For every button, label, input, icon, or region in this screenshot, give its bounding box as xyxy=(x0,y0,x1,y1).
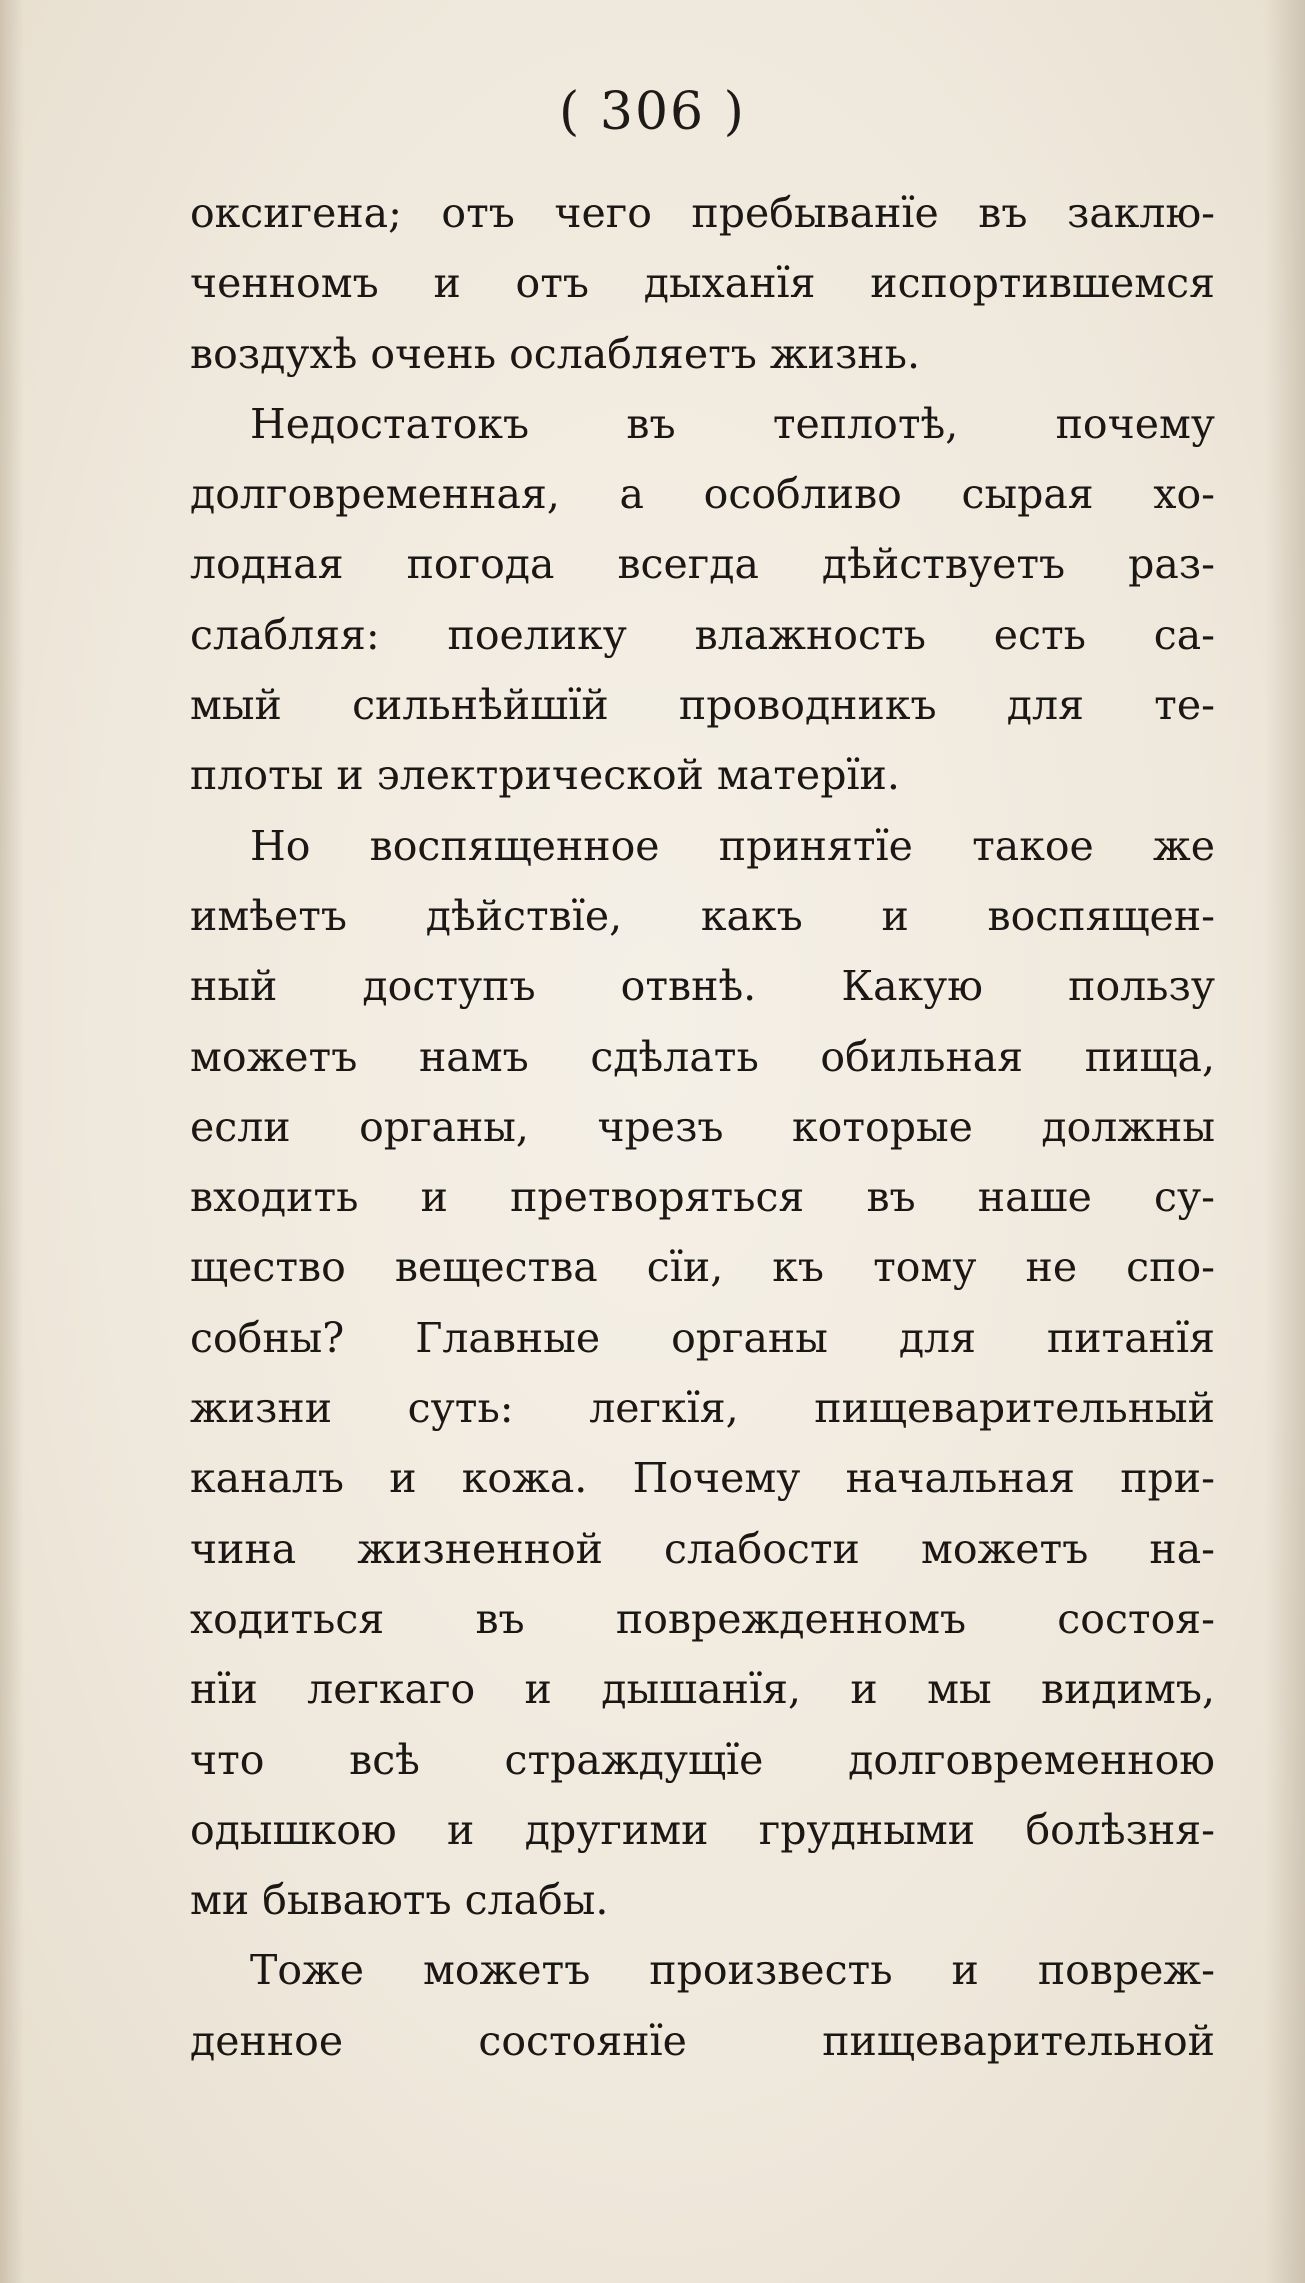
text-line: можетъ намъ сдѣлать обильная пища, xyxy=(190,1032,1215,1081)
text-line: денное состоянїе пищеварительной xyxy=(190,2016,1215,2065)
page-edge-shadow xyxy=(0,0,24,2283)
page-number: ( 306 ) xyxy=(559,82,746,142)
spine-shadow xyxy=(1265,0,1305,2283)
text-line: каналъ и кожа. Почему начальная при- xyxy=(190,1454,1215,1503)
text-line: слабляя: поелику влажность есть са- xyxy=(190,610,1215,659)
text-line: жизни суть: легкїя, пищеварительный xyxy=(190,1384,1215,1433)
text-line: долговременная, а особливо сырая хо- xyxy=(190,470,1215,519)
text-line: ченномъ и отъ дыханїя испортившемся xyxy=(190,259,1215,308)
text-line: Но воспященное принятїе такое же xyxy=(250,821,1215,870)
text-line: ходиться въ поврежденномъ состоя- xyxy=(190,1594,1215,1643)
text-line: оксигена; отъ чего пребыванїе въ заклю- xyxy=(190,189,1215,237)
text-line: ми бываютъ слабы. xyxy=(190,1876,609,1925)
text-line: имѣетъ дѣйствїе, какъ и воспящен- xyxy=(190,891,1215,940)
text-line: Тоже можетъ произвесть и повреж- xyxy=(250,1946,1215,1995)
text-line: если органы, чрезъ которые должны xyxy=(190,1102,1215,1151)
text-line: воздухѣ очень ослабляетъ жизнь. xyxy=(190,329,920,378)
text-line: чина жизненной слабости можетъ на- xyxy=(190,1524,1215,1573)
text-line: что всѣ страждущїе долговременною xyxy=(190,1735,1215,1784)
text-line: лодная погода всегда дѣйствуетъ раз- xyxy=(190,540,1215,589)
body-text xyxy=(190,178,1215,2076)
text-line: нїи легкаго и дышанїя, и мы видимъ, xyxy=(190,1665,1215,1714)
text-line: одышкою и другими грудными болѣзня- xyxy=(190,1805,1215,1854)
text-line: плоты и электрической матерїи. xyxy=(190,751,900,800)
text-line: щество вещества сїи, къ тому не спо- xyxy=(190,1243,1215,1292)
text-line: собны? Главные органы для питанїя xyxy=(190,1313,1215,1362)
text-line: Недостатокъ въ теплотѣ, почему xyxy=(250,399,1215,448)
text-line: входить и претворяться въ наше су- xyxy=(190,1173,1215,1222)
text-line: ный доступъ отвнѣ. Какую пользу xyxy=(190,962,1215,1011)
text-line: мый сильнѣйшїй проводникъ для те- xyxy=(190,681,1215,730)
